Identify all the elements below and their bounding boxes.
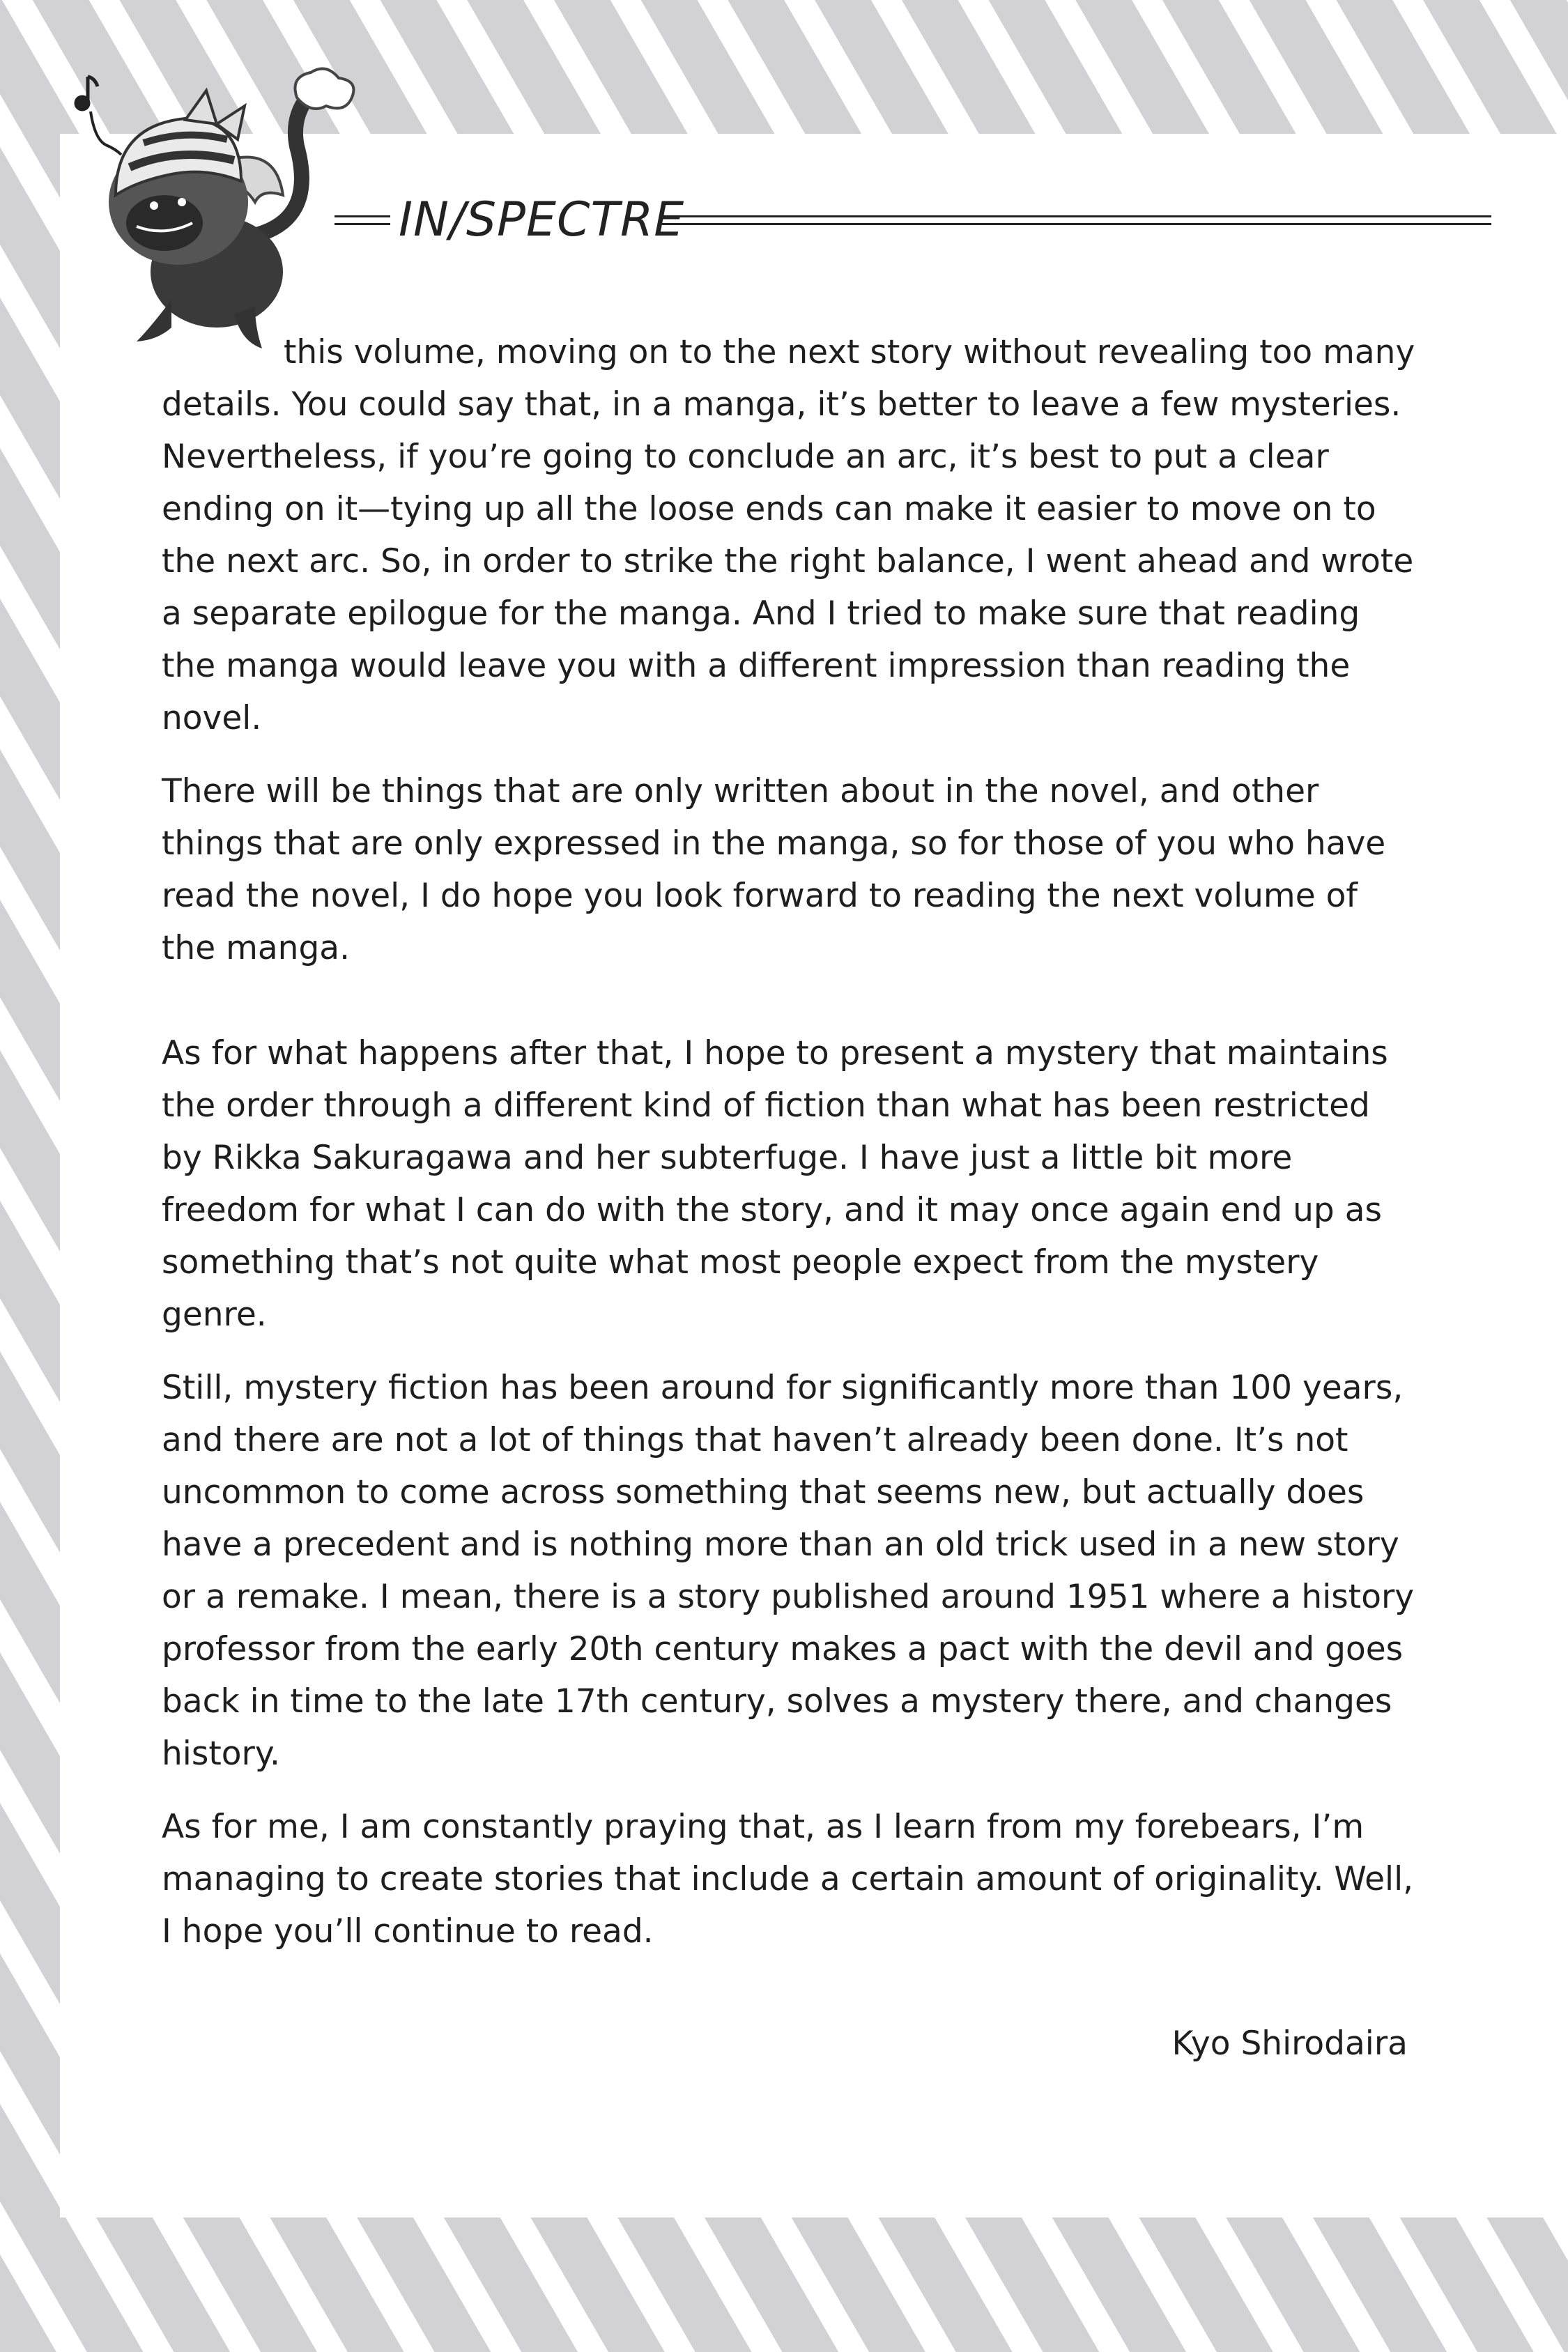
paragraph-2: There will be things that are only written about in the novel, and other things that are only expressed in the manga, so for those of you who have read the novel, I do hope you look forward to reading the next volume of the manga. — [162, 772, 1386, 967]
header-title: IN/SPECTRE — [399, 192, 685, 247]
paragraph-1: this volume, moving on to the next story without revealing too many details. You could say that, in a manga, it’s better to leave a few mysteries. Nevertheless, if you’re going to conclude an arc, it’s best to put a clear ending on it—tying up all the loose ends can make it easier to move on to the next arc. So, in order to strike the right balance, I went ahead and wrote a separate epilogue for the manga. And I tried to make sure that reading the manga would leave you with a different impression than reading the novel. — [162, 333, 1415, 737]
paragraph-3: As for what happens after that, I hope to present a mystery that maintains the order through a different kind of fiction than what has been restricted by Rikka Sakuragawa and her subterfuge. I have just a little bit more freedom for what I can do with the story, and it may once again end up as something that’s not quite what most people expect from the mystery genre. — [162, 1034, 1388, 1334]
author-signature: Kyo Shirodaira — [1171, 2024, 1408, 2063]
header-rule-left — [335, 215, 390, 225]
paragraph-5: As for me, I am constantly praying that, as I learn from my forebears, I’m managing to create stories that include a certain amount of originality. Well, I hope you’ll continue to read. — [162, 1808, 1414, 1951]
header-rule-right — [662, 215, 1491, 225]
afterword-body — [162, 326, 1416, 1978]
chibi-creature-with-music-note-icon — [67, 63, 367, 362]
paragraph-4: Still, mystery fiction has been around for significantly more than 100 years, and there are not a lot of things that haven’t already been done. It’s not uncommon to come across something that seems new, but actually does have a precedent and is nothing more than an old trick used in a new story or a remake. I mean, there is a story published around 1951 where a history professor from the early 20th century makes a pact with the devil and goes back in time to the late 17th century, solves a mystery there, and changes history. — [162, 1369, 1415, 1773]
section-header — [335, 185, 1491, 254]
